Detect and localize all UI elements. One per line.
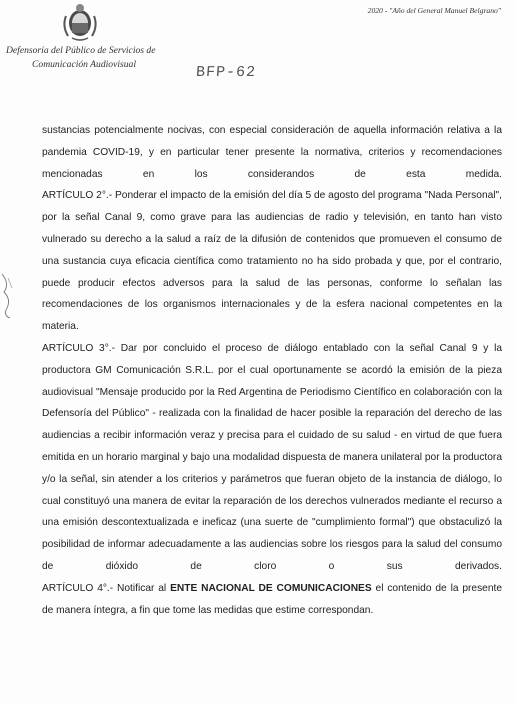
article-4-entity: ENTE NACIONAL DE COMUNICACIONES	[170, 582, 372, 594]
org-name-line-1: Defensoría del Público de Servicios de	[6, 45, 156, 56]
article-4-suffix: el contenido de la presente de manera íntegra, a fin que tome las medidas que estime correspondan.	[42, 582, 503, 616]
resolution-body	[42, 120, 502, 621]
org-name-line-2: Comunicación Audiovisual	[32, 59, 137, 70]
paragraph-intro: sustancias potencialmente nocivas, con especial consideración de aquella información relativa a la pandemia COVID-19, y en particular tener presente la normativa, criterios y recomendaciones mencionadas en los considerandos de esta medida.	[42, 125, 502, 180]
article-4	[42, 578, 502, 622]
article-3: ARTÍCULO 3°.- Dar por concluido el proceso de diálogo entablado con la señal Canal 9 y la productora GM Comunicación S.R.L. por el cual oportunamente se acordó la emisión de la pieza audiovisual "Mensaje producido por la Red Argentina de Periodismo Científico en colaboración con la Defensoría del Público" - realizada con la finalidad de hacer posible la reparación del derecho de las audiencias a recibir información veraz y precisa para el cuidado de su salud - en virtud de que fuera emitida en un horario marginal y bajo una modalidad dispuesta de manera unilateral por la productora y/o la señal, sin atender a los criterios y parámetros que fueran objeto de la instancia de diálogo, lo cual constituyó una manera de evitar la reparación de los derechos vulnerados mediante el recurso a una emisión descontextualizada e ineficaz (una suerte de "cumplimiento formal") que obstaculizó la posibilidad de informar adecuadamente a las audiencias sobre los riesgos para la salud del consumo de dióxido de cloro o sus derivados.	[42, 342, 502, 572]
document-stamp: BFP-62	[195, 64, 257, 81]
margin-signature-mark-icon	[0, 270, 16, 320]
year-motto: 2020 - "Año del General Manuel Belgrano"	[367, 6, 501, 15]
article-2: ARTÍCULO 2°.- Ponderar el impacto de la emisión del día 5 de agosto del programa "Nada Personal", por la señal Canal 9, como grave para las audiencias de radio y televisión, en tanto han visto vulnerado su derecho a la salud a raíz de la difusión de contenidos que promueven el consumo de una sustancia cuya eficacia científica como tratamiento no ha sido probada y que, por el contrario, puede producir efectos adversos para la salud de las personas, conforme lo señalan las recomendaciones de los organismos internacionales y de la esfera nacional competentes en la materia.	[42, 190, 502, 333]
article-4-prefix: ARTÍCULO 4°.- Notificar al	[42, 582, 167, 594]
national-seal-icon	[58, 2, 102, 42]
organization-name	[6, 44, 176, 72]
